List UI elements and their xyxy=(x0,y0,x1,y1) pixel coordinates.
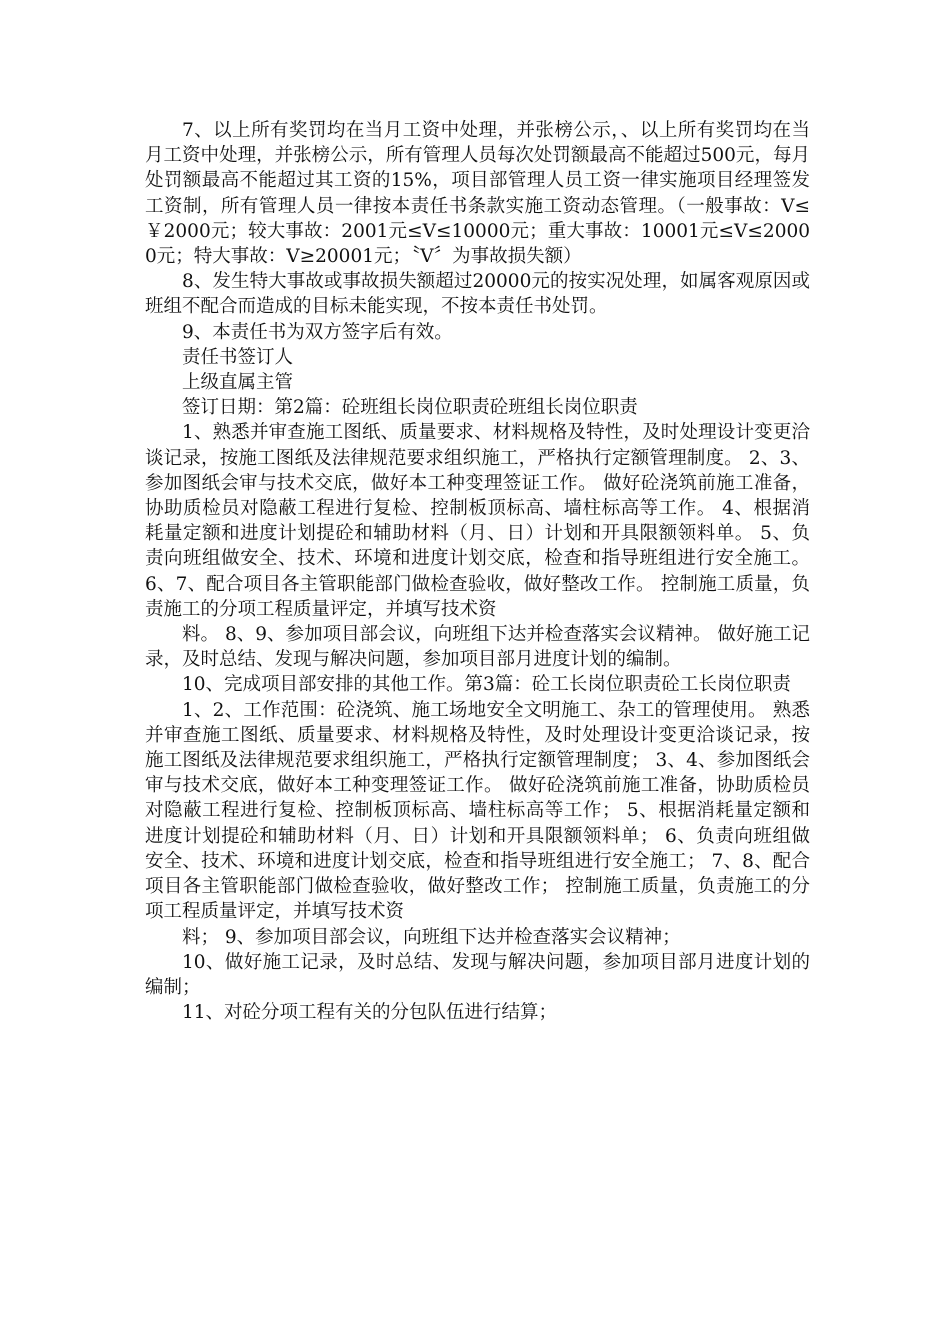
section-3-duties-continued: 料； 9、参加项目部会议，向班组下达并检查落实会议精神； xyxy=(182,926,681,948)
signatory-line: 责任书签订人 xyxy=(182,346,294,368)
section-3-item-10: 10、做好施工记录，及时总结、发现与解决问题，参加项目部月进度计划的编制； xyxy=(145,951,810,998)
section-3-item-11: 11、对砼分项工程有关的分包队伍进行结算； xyxy=(182,1002,558,1024)
section-2-duties-continued: 料。 8、9、参加项目部会议，向班组下达并检查落实会议精神。 做好施工记录，及时总结、发现与解决问题，参加项目部月进度计划的编制。 xyxy=(145,624,810,671)
section-3-duties: 1、2、工作范围：砼浇筑、施工场地安全文明施工、杂工的管理使用。 熟悉并审查施工图纸、质量要求、材料规格及特性，及时处理设计变更洽谈记录，按施工图纸及法律规范要求组织施工，严格执行定额管理制度； 3、4、参加图纸会审与技术交底，做好本工种变理签证工作。 做好砼浇筑前施工准备，协助质检员对隐蔽工程进行复检、控制板顶标高、墙柱标高等工作； 5、根据消耗量定额和进度计划提砼和辅助材料（月、日）计划和开具限额领料单； 6、负责向班组做安全、技术、环境和进度计划交底，检查和指导班组进行安全施工； 7、8、配合项目各主管职能部门做检查验收，做好整改工作； 控制施工质量，负责施工的分项工程质量评定，并填写技术资 xyxy=(145,699,810,923)
paragraph-item-8-major-accident: 8、发生特大事故或事故损失额超过20000元的按实况处理，如属客观原因或班组不配合而造成的目标未能实现，不按本责任书处罚。 xyxy=(145,271,810,318)
document-body xyxy=(145,118,810,1025)
sign-date-and-section-2-title: 签订日期：第2篇：砼班组长岗位职责砼班组长岗位职责 xyxy=(182,397,638,419)
section-2-item-10-and-section-3-title: 10、完成项目部安排的其他工作。第3篇：砼工长岗位职责砼工长岗位职责 xyxy=(182,674,791,696)
paragraph-item-7-rewards: 7、以上所有奖罚均在当月工资中处理，并张榜公示，、以上所有奖罚均在当月工资中处理，并张榜公示，所有管理人员每次处罚额最高不能超过500元，每月处罚额最高不能超过其工资的15%，项目部管理人员工资一律实施项目经理签发工资制，所有管理人员一律按本责任书条款实施工资动态管理。（一般事故：V≤￥2000元；较大事故：2001元≤V≤10000元；重大事故：10001元≤V≤20000元；特大事故：V≥20001元；〝V〞为事故损失额） xyxy=(145,120,810,268)
supervisor-line: 上级直属主管 xyxy=(182,372,294,394)
section-2-duties: 1、熟悉并审查施工图纸、质量要求、材料规格及特性，及时处理设计变更洽谈记录，按施工图纸及法律规范要求组织施工，严格执行定额管理制度。 2、3、参加图纸会审与技术交底，做好本工种变理签证工作。 做好砼浇筑前施工准备，协助质检员对隐蔽工程进行复检、控制板顶标高、墙柱标高等工作。 4、根据消耗量定额和进度计划提砼和辅助材料（月、日）计划和开具限额领料单。 5、负责向班组做安全、技术、环境和进度计划交底，检查和指导班组进行安全施工。 6、7、配合项目各主管职能部门做检查验收，做好整改工作。 控制施工质量，负责施工的分项工程质量评定，并填写技术资 xyxy=(145,422,810,620)
paragraph-item-9-effective: 9、本责任书为双方签字后有效。 xyxy=(182,321,453,343)
